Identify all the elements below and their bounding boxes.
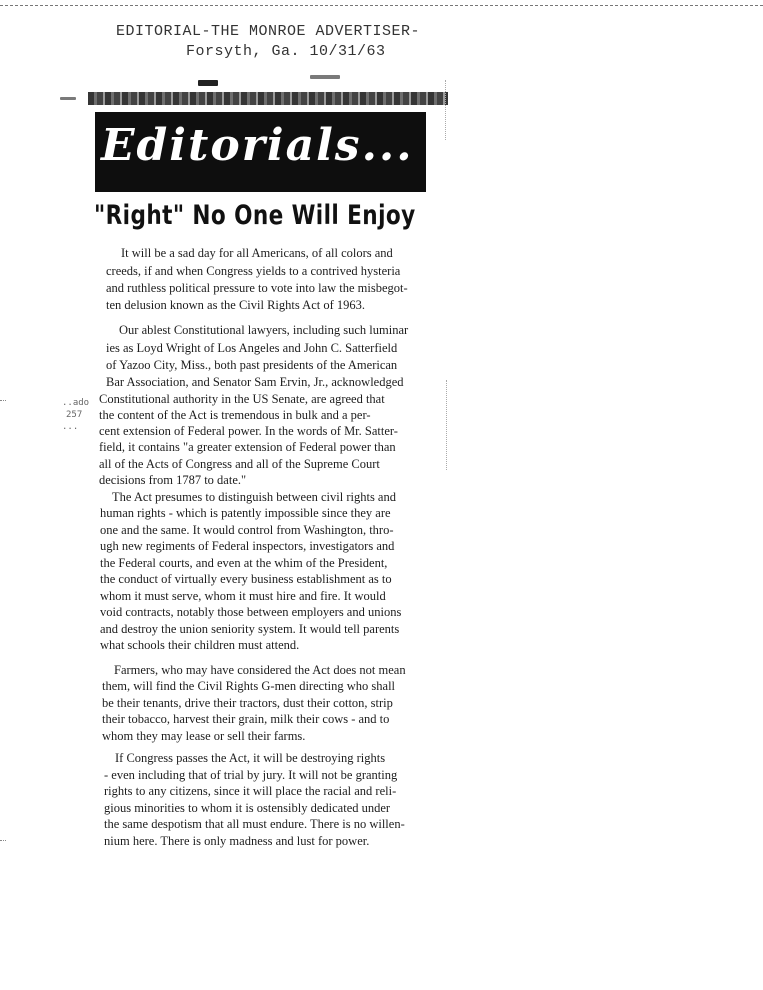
body-line: Bar Association, and Senator Sam Ervin, Jr., acknowledged [106, 375, 404, 389]
body-line: all of the Acts of Congress and all of the Supreme Court [99, 457, 380, 471]
smudged-print-band [88, 92, 448, 105]
body-line: gious minorities to whom it is ostensibly dedicated under [104, 801, 391, 815]
body-line: what schools their children must attend. [100, 638, 300, 652]
body-line: and destroy the union seniority system. It would tell parents [100, 622, 400, 636]
body-line: Farmers, who may have considered the Act does not mean [114, 663, 406, 677]
body-line: the same despotism that all must endure. There is no willen- [104, 817, 405, 831]
body-line: ugh new regiments of Federal inspectors, investigators and [100, 539, 395, 553]
body-line: Constitutional authority in the US Senate, are agreed that [99, 392, 385, 406]
body-line: and ruthless political pressure to vote into law the misbegot- [106, 281, 408, 295]
body-line: field, it contains "a greater extension of Federal power than [99, 440, 396, 454]
body-line: cent extension of Federal power. In the words of Mr. Satter- [99, 424, 398, 438]
body-line: whom they may lease or sell their farms. [102, 729, 306, 743]
body-line: human rights - which is patently impossible since they are [100, 506, 391, 520]
smudge-mark [310, 75, 340, 79]
body-line: their tobacco, harvest their grain, milk their cows - and to [102, 712, 390, 726]
smudge-mark [60, 97, 76, 100]
body-line: the conduct of virtually every business establishment as to [100, 572, 392, 586]
top-dashed-rule [0, 5, 763, 6]
body-line: whom it must serve, whom it must hire and fire. It would [100, 589, 386, 603]
clipping-source-line: EDITORIAL-THE MONROE ADVERTISER- [116, 23, 421, 40]
margin-mark: ..ado [62, 398, 90, 408]
body-line: If Congress passes the Act, it will be destroying rights [115, 751, 386, 765]
right-dotted-rule [446, 380, 447, 470]
body-line: Our ablest Constitutional lawyers, including such luminar [119, 323, 409, 337]
body-line: The Act presumes to distinguish between civil rights and [112, 490, 396, 504]
body-line: the Federal courts, and even at the whim of the President, [100, 556, 388, 570]
body-line: - even including that of trial by jury. It will not be granting [104, 768, 398, 782]
body-line: the content of the Act is tremendous in bulk and a per- [99, 408, 371, 422]
body-line: ten delusion known as the Civil Rights Act of 1963. [106, 298, 366, 312]
margin-mark: 257 [66, 410, 83, 420]
body-line: decisions from 1787 to date." [99, 473, 247, 487]
body-line: of Yazoo City, Miss., both past presidents of the American [106, 358, 398, 372]
body-line: void contracts, notably those between employers and unions [100, 605, 402, 619]
margin-mark: ... [62, 422, 79, 432]
body-line: rights to any citizens, since it will place the racial and reli- [104, 784, 397, 798]
body-line: ies as Loyd Wright of Los Angeles and John C. Satterfield [106, 341, 398, 355]
smudge-mark [198, 80, 218, 86]
left-dotted-mark [0, 400, 6, 401]
body-line: them, will find the Civil Rights G-men directing who shall [102, 679, 396, 693]
body-line: It will be a sad day for all Americans, of all colors and [121, 246, 393, 260]
right-dotted-rule [445, 80, 446, 140]
editorials-banner-title: Editorials... [101, 120, 414, 171]
editorial-headline: "Right" No One Will Enjoy [94, 200, 416, 231]
body-line: creeds, if and when Congress yields to a contrived hysteria [106, 264, 401, 278]
body-line: be their tenants, drive their tractors, dust their cotton, strip [102, 696, 393, 710]
body-line: one and the same. It would control from Washington, thro- [100, 523, 394, 537]
left-dotted-mark [0, 840, 6, 841]
body-line: nium here. There is only madness and lust for power. [104, 834, 370, 848]
clipping-date-line: Forsyth, Ga. 10/31/63 [186, 43, 386, 60]
